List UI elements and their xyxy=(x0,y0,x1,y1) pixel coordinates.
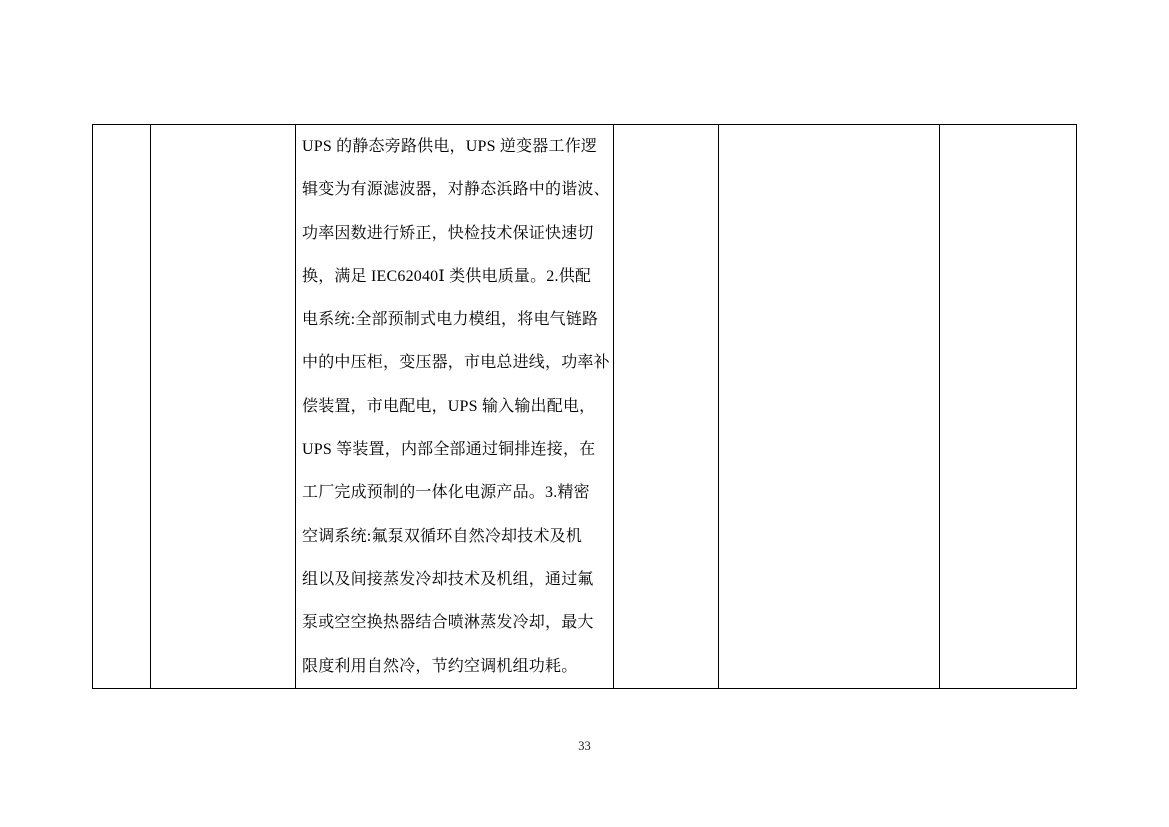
text-line: 中的中压柜，变压器，市电总进线，功率补 xyxy=(302,354,610,372)
table-cell-5-empty xyxy=(719,125,940,688)
text-line: 泵或空空换热器结合喷淋蒸发冷却，最大 xyxy=(302,614,594,632)
text-line: 功率因数进行矫正，快检技术保证快速切 xyxy=(302,224,594,242)
text-line: UPS 等装置，内部全部通过铜排连接，在 xyxy=(302,441,596,459)
table-row-continuation xyxy=(92,124,1077,689)
text-line: 工厂完成预制的一体化电源产品。3.精密 xyxy=(302,484,590,502)
text-line: 空调系统:氟泵双循环自然冷却技术及机 xyxy=(302,527,583,545)
table-cell-2-empty xyxy=(151,125,296,688)
table-cell-1-empty xyxy=(93,125,151,688)
text-line: UPS 的静态旁路供电，UPS 逆变器工作逻 xyxy=(302,138,598,155)
text-line: 限度利用自然冷，节约空调机组功耗。 xyxy=(302,657,578,675)
table-cell-6-empty xyxy=(940,125,1076,688)
text-line: 辑变为有源滤波器，对静态浜路中的谐波、 xyxy=(302,181,610,199)
table-cell-4-empty xyxy=(614,125,719,688)
text-line: 电系统:全部预制式电力模组，将电气链路 xyxy=(302,311,599,329)
page-number: 33 xyxy=(578,739,591,753)
text-line: 组以及间接蒸发冷却技术及机组，通过氟 xyxy=(302,570,594,588)
text-line: 偿装置，市电配电，UPS 输入输出配电， xyxy=(302,397,596,415)
table-cell-description xyxy=(296,125,614,688)
text-line: 换，满足 IEC62040Ⅰ 类供电质量。2.供配 xyxy=(302,267,592,285)
